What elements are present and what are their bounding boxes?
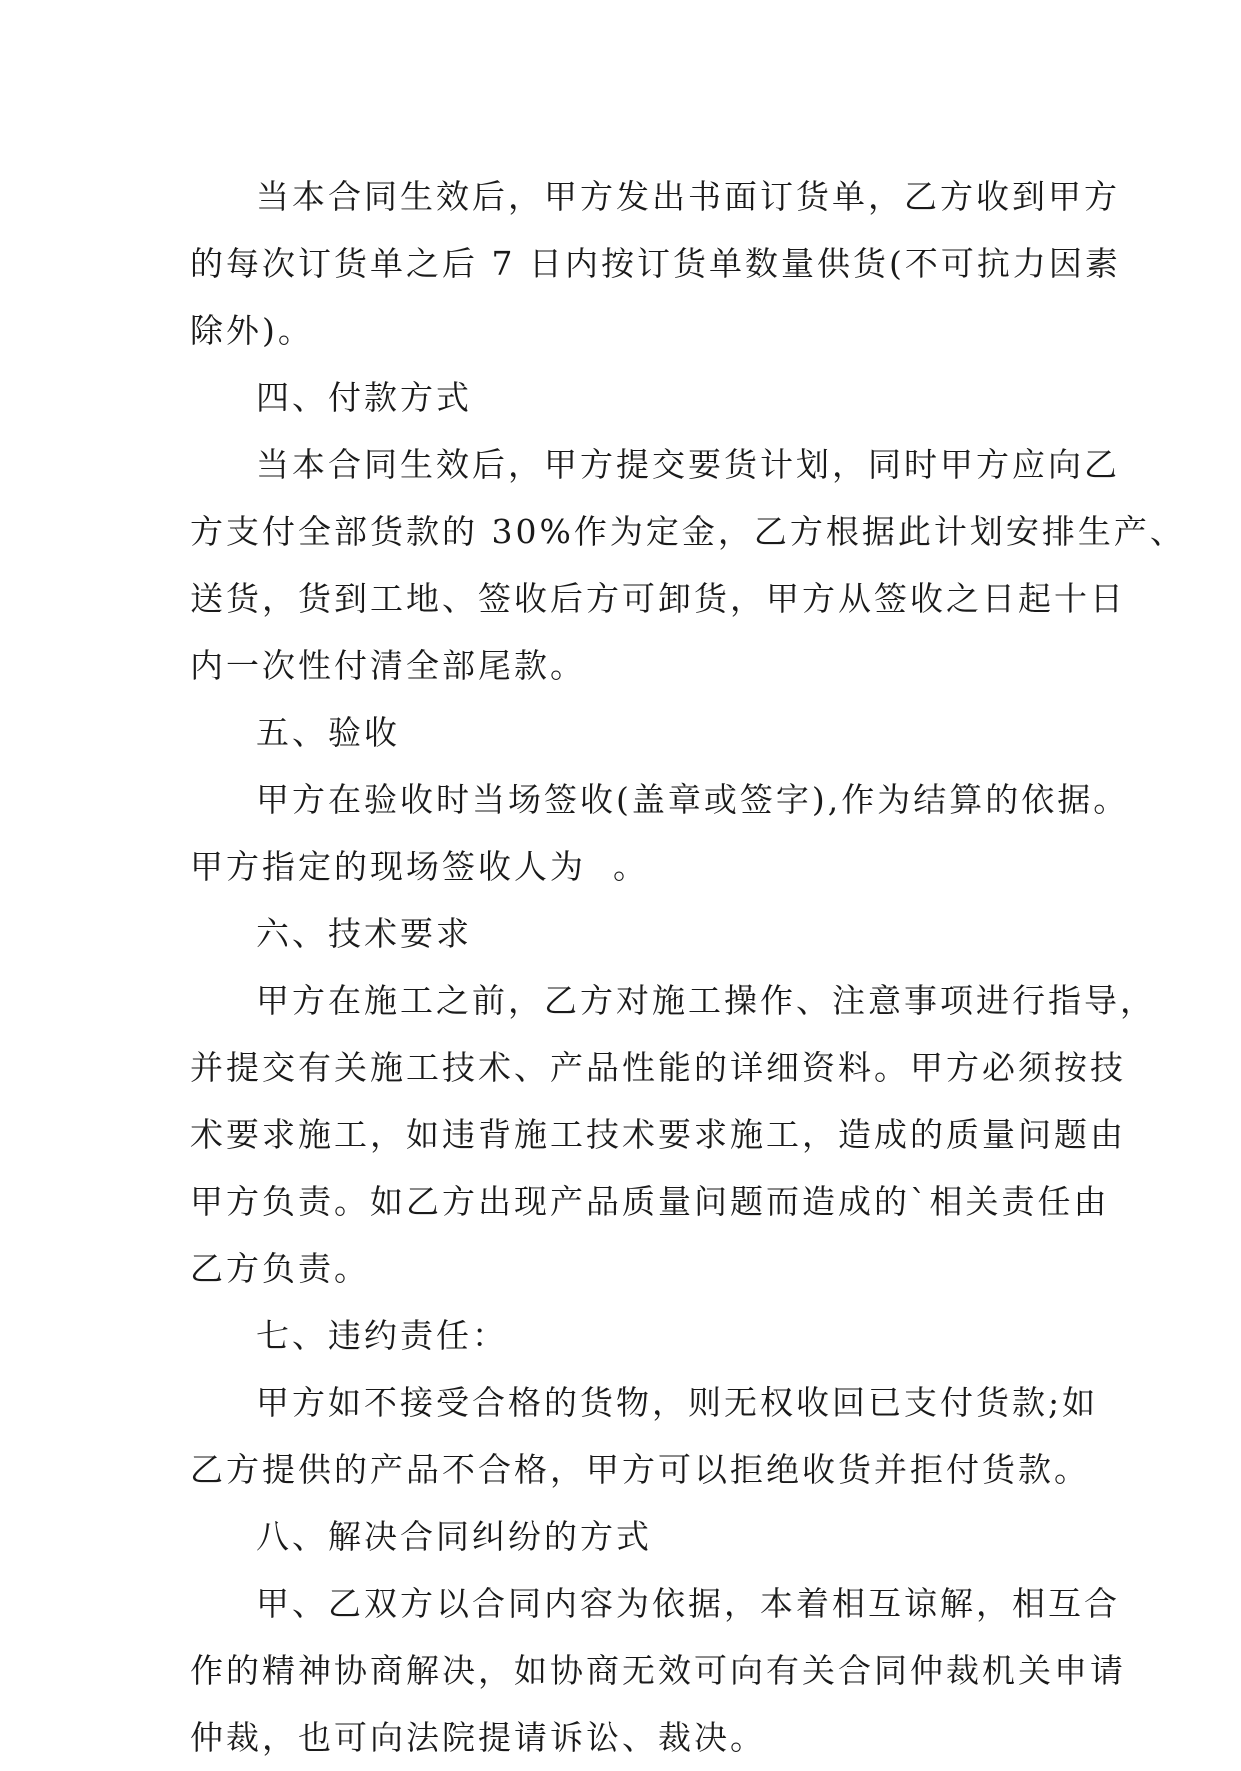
section-heading-payment: 四、付款方式: [256, 378, 472, 417]
paragraph-line: 乙方提供的产品不合格，甲方可以拒绝收货并拒付货款。: [190, 1450, 1090, 1489]
paragraph-line: 当本合同生效后，甲方提交要货计划，同时甲方应向乙: [256, 445, 1120, 484]
paragraph-line: 作的精神协商解决，如协商无效可向有关合同仲裁机关申请: [190, 1651, 1126, 1690]
paragraph-line: 除外)。: [190, 311, 314, 350]
section-heading-acceptance: 五、验收: [256, 713, 400, 752]
section-heading-liability: 七、违约责任：: [256, 1316, 508, 1355]
paragraph-line: 甲方在施工之前，乙方对施工操作、注意事项进行指导，: [256, 981, 1156, 1020]
paragraph-line: 术要求施工，如违背施工技术要求施工，造成的质量问题由: [190, 1115, 1126, 1154]
paragraph-line: 的每次订货单之后 7 日内按订货单数量供货(不可抗力因素: [190, 244, 1121, 283]
paragraph-line: 送货，货到工地、签收后方可卸货，甲方从签收之日起十日: [190, 579, 1126, 618]
paragraph-line: 乙方负责。: [190, 1249, 370, 1288]
paragraph-line: 内一次性付清全部尾款。: [190, 646, 586, 685]
paragraph-line: 甲方在验收时当场签收(盖章或签字),作为结算的依据。: [256, 780, 1130, 819]
paragraph-line: 仲裁，也可向法院提请诉讼、裁决。: [190, 1718, 766, 1757]
paragraph-line: 甲方指定的现场签收人为 。: [190, 847, 649, 886]
paragraph-line: 当本合同生效后，甲方发出书面订货单，乙方收到甲方: [256, 177, 1120, 216]
section-heading-dispute: 八、解决合同纠纷的方式: [256, 1517, 652, 1556]
contract-body: [190, 163, 1186, 1771]
paragraph-line: 甲方如不接受合格的货物，则无权收回已支付货款;如: [256, 1383, 1099, 1422]
paragraph-line: 甲方负责。如乙方出现产品质量问题而造成的`相关责任由: [190, 1182, 1110, 1221]
paragraph-line: 方支付全部货款的 30%作为定金，乙方根据此计划安排生产、: [190, 512, 1186, 551]
paragraph-line: 甲、乙双方以合同内容为依据，本着相互谅解，相互合: [256, 1584, 1120, 1623]
paragraph-line: 并提交有关施工技术、产品性能的详细资料。甲方必须按技: [190, 1048, 1126, 1087]
section-heading-technical: 六、技术要求: [256, 914, 472, 953]
